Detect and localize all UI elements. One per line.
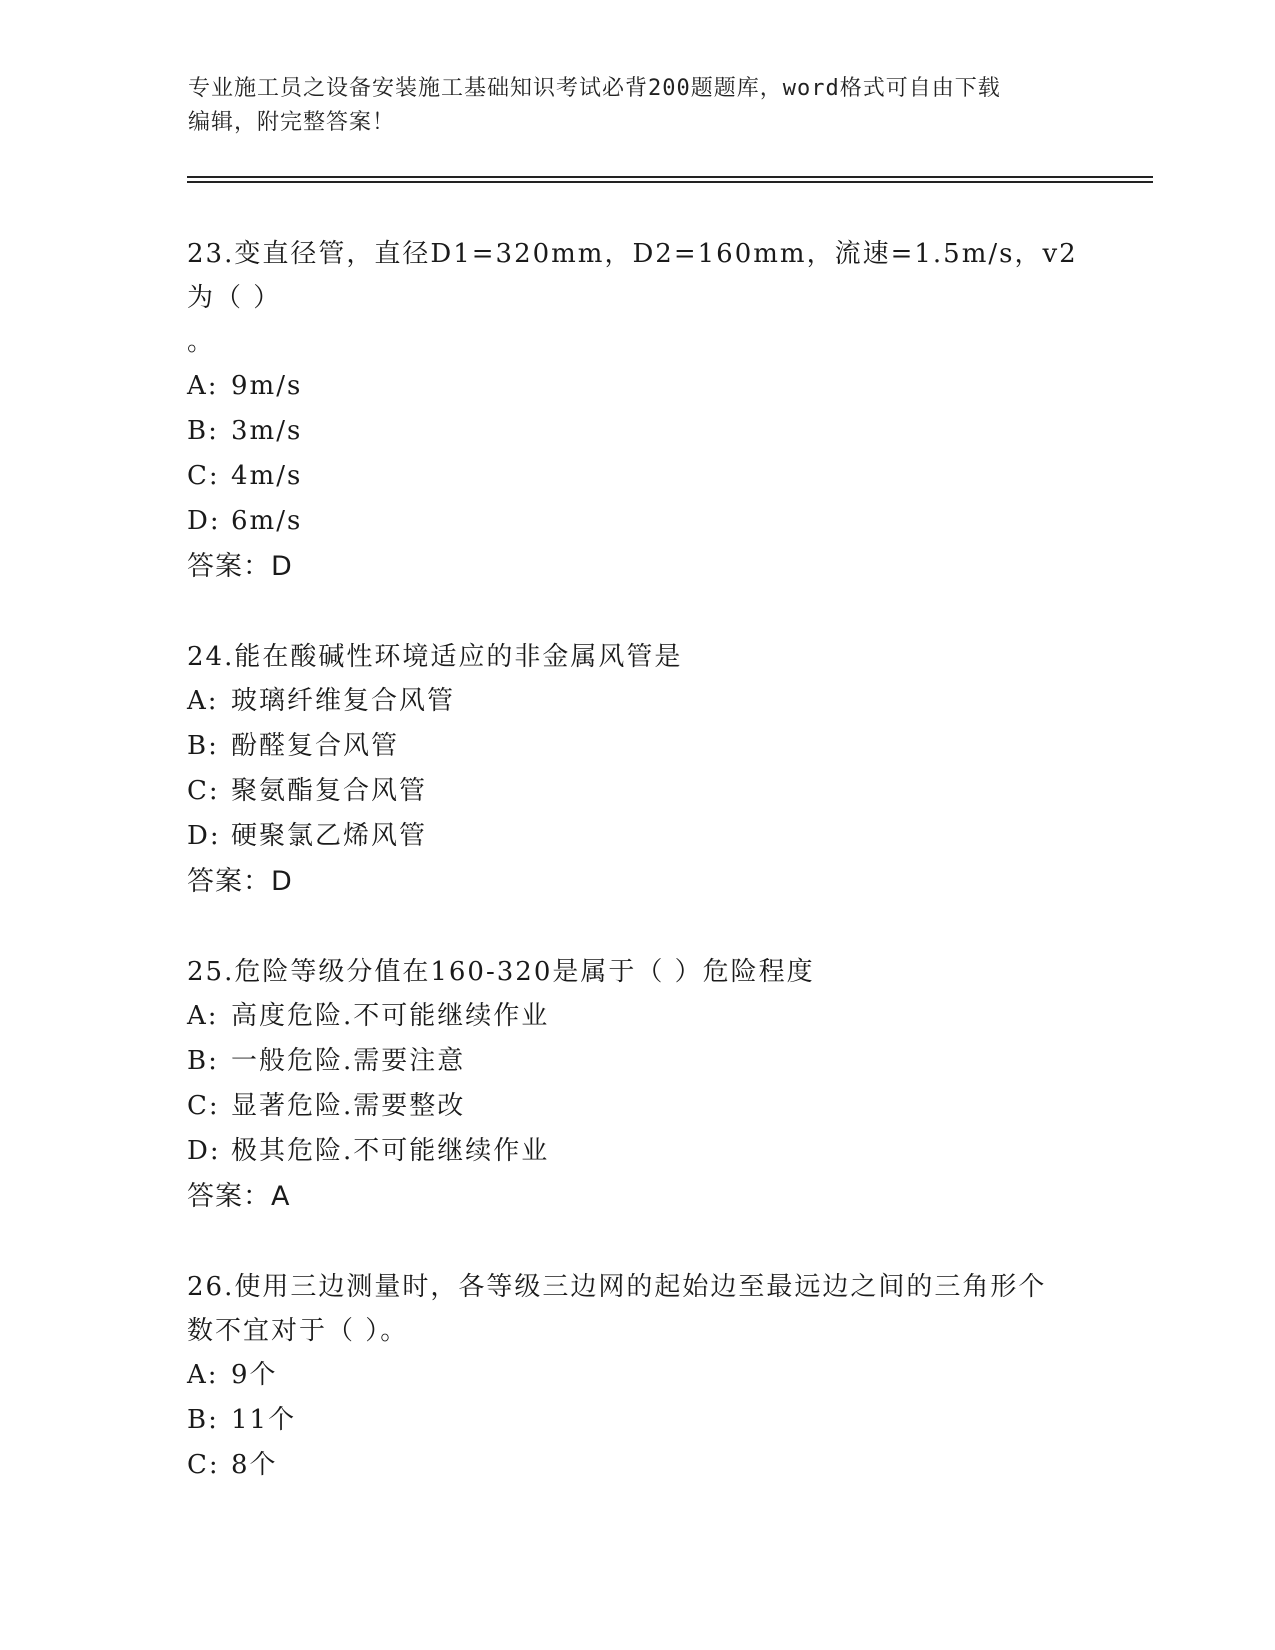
option-c	[187, 1084, 1087, 1129]
option-text: 11个	[231, 1405, 297, 1435]
option-text: 3m/s	[231, 416, 303, 446]
option-a	[187, 1353, 1087, 1398]
question-25	[187, 950, 1087, 1219]
option-text: 极其危险.不可能继续作业	[231, 1136, 550, 1166]
option-d	[187, 1129, 1087, 1174]
option-b	[187, 1398, 1087, 1443]
option-a	[187, 994, 1087, 1039]
option-c	[187, 1443, 1087, 1488]
option-d	[187, 499, 1087, 544]
option-a	[187, 364, 1087, 409]
document-header	[188, 72, 1088, 140]
option-letter: B:	[187, 416, 219, 446]
header-divider-bottom	[187, 181, 1153, 183]
answer-line: 答案：A	[187, 1181, 291, 1212]
option-c	[187, 769, 1087, 814]
question-24	[187, 635, 1087, 904]
option-text: 6m/s	[231, 506, 303, 536]
option-letter: B:	[187, 1046, 219, 1076]
question-stem: 26.使用三边测量时，各等级三边网的起始边至最远边之间的三角形个	[187, 1272, 1047, 1302]
option-letter: C:	[187, 1091, 220, 1121]
question-stem: 24.能在酸碱性环境适应的非金属风管是	[187, 642, 683, 672]
question-stem-continued: 数不宜对于（ ）。	[187, 1316, 409, 1346]
header-divider-top	[187, 176, 1153, 178]
question-26	[187, 1265, 1087, 1488]
option-letter: A:	[187, 371, 219, 401]
answer-line: 答案：D	[187, 866, 293, 897]
option-b	[187, 409, 1087, 454]
option-d	[187, 814, 1087, 859]
question-stem-continued: 。	[187, 327, 216, 357]
header-line-2: 编辑，附完整答案！	[188, 110, 396, 135]
option-a	[187, 679, 1087, 724]
option-text: 显著危险.需要整改	[231, 1091, 466, 1121]
option-text: 9个	[231, 1360, 278, 1390]
option-text: 硬聚氯乙烯风管	[231, 821, 428, 851]
option-letter: A:	[187, 1360, 219, 1390]
option-letter: C:	[187, 776, 220, 806]
question-stem: 23.变直径管，直径D1=320mm，D2=160mm，流速=1.5m/s，v2为（ ）	[187, 239, 1078, 313]
option-text: 一般危险.需要注意	[231, 1046, 466, 1076]
option-letter: C:	[187, 461, 220, 491]
option-letter: A:	[187, 1001, 219, 1031]
option-text: 9m/s	[231, 371, 303, 401]
option-letter: B:	[187, 731, 219, 761]
option-text: 高度危险.不可能继续作业	[231, 1001, 550, 1031]
option-text: 聚氨酯复合风管	[231, 776, 428, 806]
header-line-1: 专业施工员之设备安装施工基础知识考试必背200题题库，word格式可自由下载	[188, 76, 1001, 101]
option-text: 玻璃纤维复合风管	[231, 686, 456, 716]
option-text: 8个	[231, 1450, 278, 1480]
option-letter: D:	[187, 1136, 221, 1166]
answer-line: 答案：D	[187, 551, 293, 582]
question-list	[187, 232, 1087, 1488]
option-c	[187, 454, 1087, 499]
option-letter: D:	[187, 506, 221, 536]
question-stem: 25.危险等级分值在160-320是属于（ ）危险程度	[187, 957, 815, 987]
option-b	[187, 724, 1087, 769]
option-letter: D:	[187, 821, 221, 851]
option-letter: A:	[187, 686, 219, 716]
option-b	[187, 1039, 1087, 1084]
option-text: 4m/s	[231, 461, 303, 491]
question-23	[187, 232, 1087, 589]
option-text: 酚醛复合风管	[231, 731, 400, 761]
option-letter: B:	[187, 1405, 219, 1435]
option-letter: C:	[187, 1450, 220, 1480]
